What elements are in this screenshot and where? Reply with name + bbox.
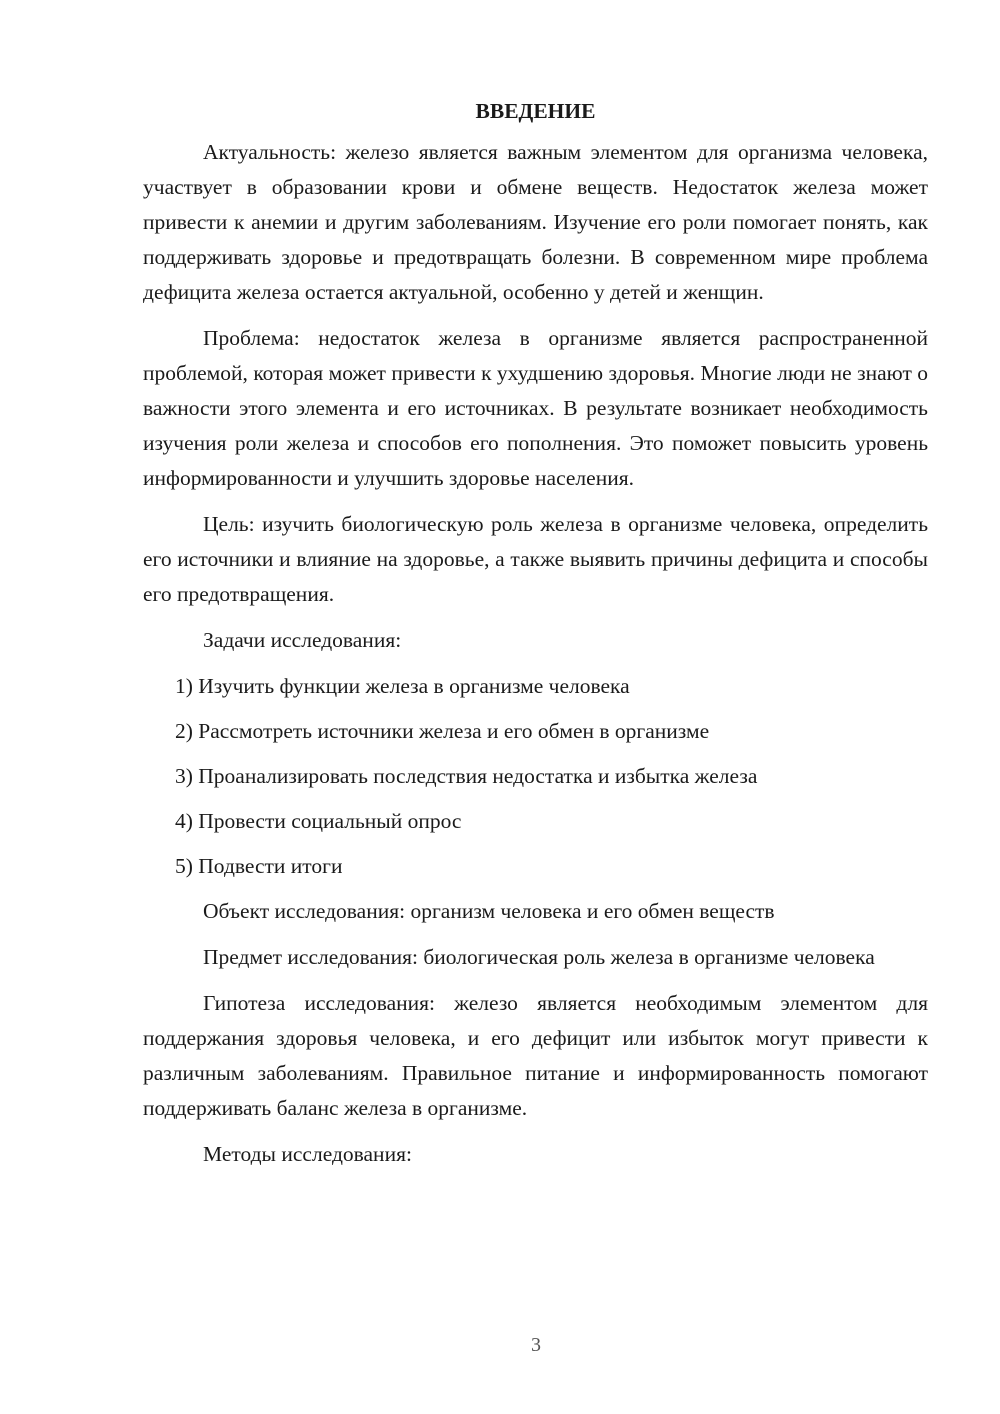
relevance-paragraph: Актуальность: железо является важным элементом для организма человека, участвует в образовании крови и обмене веществ. Недостаток железа может привести к анемии и другим заболеваниям. Изучение его роли помогает понять, как поддерживать здоровье и предотвращать болезни. В современном мире проблема дефицита железа остается актуальной, особенно у детей и женщин.: [143, 140, 928, 304]
task-item-1: 1) Изучить функции железа в организме человека: [175, 674, 630, 698]
task-item-5: 5) Подвести итоги: [175, 854, 343, 878]
task-item-3: 3) Проанализировать последствия недостатка и избытка железа: [175, 764, 758, 788]
hypothesis-paragraph: Гипотеза исследования: железо является необходимым элементом для поддержания здоровья человека, и его дефицит или избыток могут привести к различным заболеваниям. Правильное питание и информированность помогают поддерживать баланс железа в организме.: [143, 991, 928, 1120]
task-item-4: 4) Провести социальный опрос: [175, 809, 462, 833]
methods-paragraph: Методы исследования:: [203, 1142, 412, 1166]
section-title: ВВЕДЕНИЕ: [475, 99, 596, 123]
object-paragraph: Объект исследования: организм человека и его обмен веществ: [203, 899, 775, 923]
page-content: [143, 95, 928, 1183]
subject-paragraph: Предмет исследования: биологическая роль железа в организме человека: [203, 945, 875, 969]
tasks-list: [143, 669, 928, 884]
goal-paragraph: Цель: изучить биологическую роль железа в организме человека, определить его источники и влияние на здоровье, а также выявить причины дефицита и способы его предотвращения.: [143, 512, 928, 606]
problem-paragraph: Проблема: недостаток железа в организме является распространенной проблемой, которая может привести к ухудшению здоровья. Многие люди не знают о важности этого элемента и его источниках. В результате возникает необходимость изучения роли железа и способов его пополнения. Это поможет повысить уровень информированности и улучшить здоровье населения.: [143, 326, 928, 490]
task-item-2: 2) Рассмотреть источники железа и его обмен в организме: [175, 719, 710, 743]
page-number: 3: [531, 1334, 541, 1356]
tasks-heading: Задачи исследования:: [203, 628, 402, 652]
